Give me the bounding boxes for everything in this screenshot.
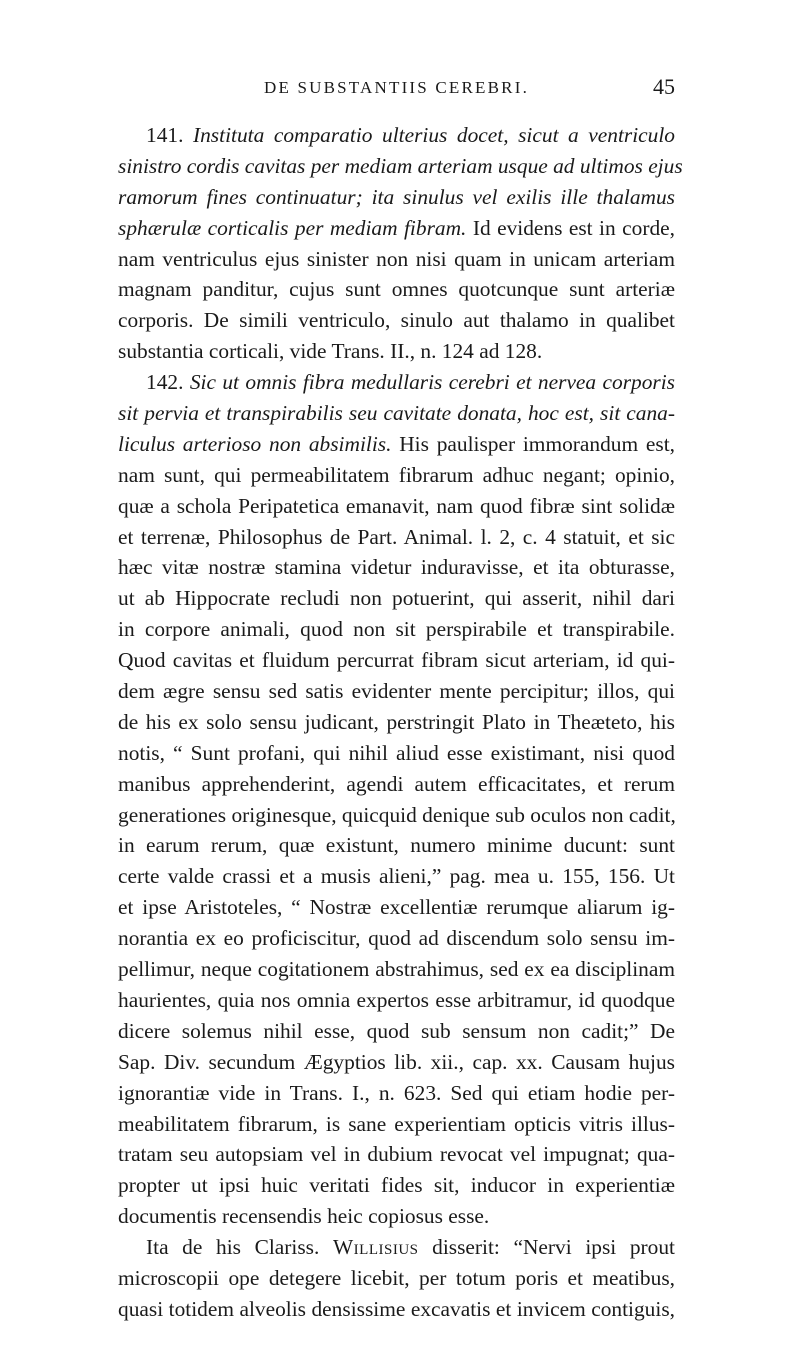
text-line <box>118 367 675 398</box>
text-line <box>118 676 675 707</box>
text-line <box>118 1263 675 1294</box>
text-segment: magnam panditur, cujus sunt omnes quotcunque sunt arteriæ <box>118 277 675 302</box>
text-line <box>118 1047 675 1078</box>
text-line <box>118 1294 675 1325</box>
text-segment: Ita de his Clariss. <box>146 1235 333 1260</box>
text-segment: quæ a schola Peripatetica emanavit, nam quod fibræ sint solidæ <box>118 493 675 518</box>
text-line <box>118 213 675 244</box>
text-line <box>118 769 675 800</box>
text-segment: 142. <box>146 370 190 395</box>
text-line <box>118 614 675 645</box>
body-text <box>118 120 683 1325</box>
text-segment: meabilitatem fibrarum, is sane experientiam opticis vitris illus- <box>118 1111 675 1136</box>
text-line <box>118 738 675 769</box>
text-segment: et ipse Aristoteles, “ Nostræ excellentiæ rerumque aliarum ig- <box>118 895 675 920</box>
italic-text: sinistro cordis cavitas per mediam arteriam usque ad ultimos ejus <box>118 153 683 178</box>
text-segment: dem ægre sensu sed satis evidenter mente percipitur; illos, qui <box>118 679 675 704</box>
text-line <box>118 892 675 923</box>
text-line <box>118 460 675 491</box>
text-segment: nam sunt, qui permeabilitatem fibrarum adhuc negant; opinio, <box>118 462 675 487</box>
text-line <box>118 707 675 738</box>
text-segment: pellimur, neque cogitationem abstrahimus, sed ex ea disciplinam <box>118 957 675 982</box>
text-segment: tratam seu autopsiam vel in dubium revocat vel impugnat; qua- <box>118 1142 675 1167</box>
text-line <box>118 1109 675 1140</box>
text-segment: 141. <box>146 123 193 147</box>
text-line <box>118 583 675 614</box>
small-caps-name: Willisius <box>332 1235 419 1260</box>
italic-text: sit pervia et transpirabilis seu cavitate donata, hoc est, sit cana- <box>118 401 675 426</box>
text-segment: de his ex solo sensu judicant, perstringit Plato in Theæteto, his <box>118 709 675 734</box>
text-segment: Quod cavitas et fluidum percurrat fibram sicut arteriam, id qui- <box>118 648 675 673</box>
text-segment: et terrenæ, Philosophus de Part. Animal. l. 2, c. 4 statuit, et sic <box>118 524 675 549</box>
text-line <box>118 985 675 1016</box>
text-line <box>118 305 675 336</box>
text-segment: microscopii ope detegere licebit, per totum poris et meatibus, <box>118 1265 675 1290</box>
text-line <box>118 151 683 182</box>
text-line <box>118 1078 675 1109</box>
text-line <box>118 830 675 861</box>
text-line <box>118 491 675 522</box>
text-segment: nam ventriculus ejus sinister non nisi quam in unicam arteriam <box>118 246 675 271</box>
text-segment: haurientes, quia nos omnia expertos esse arbitramur, id quodque <box>118 987 675 1012</box>
text-segment: certe valde crassi et a musis alieni,” pag. mea u. 155, 156. Ut <box>118 864 675 889</box>
text-line <box>118 274 675 305</box>
text-line <box>118 861 675 892</box>
text-segment: notis, “ Sunt profani, qui nihil aliud esse existimant, nisi quod <box>118 740 675 765</box>
text-segment: in earum rerum, quæ existunt, numero minime ducunt: sunt <box>118 833 675 858</box>
text-segment: corporis. De simili ventriculo, sinulo aut thalamo in qualibet <box>118 308 675 333</box>
text-line <box>118 336 675 367</box>
text-segment: Id evidens est in corde, <box>466 215 675 240</box>
text-line <box>118 552 675 583</box>
text-segment: ut ab Hippocrate recludi non potuerint, qui asserit, nihil dari <box>118 586 675 611</box>
italic-text: Instituta comparatio ulterius docet, sicut a ventriculo <box>192 123 676 147</box>
text-line <box>118 1170 675 1201</box>
text-segment: hæc vitæ nostræ stamina videtur induravisse, et ita obturasse, <box>118 555 675 580</box>
text-line <box>118 1201 675 1232</box>
page-number: 45 <box>653 74 675 99</box>
text-segment: ignorantiæ vide in Trans. I., n. 623. Sed qui etiam hodie per- <box>118 1080 675 1105</box>
text-segment: His paulisper immorandum est, <box>391 431 675 456</box>
text-segment: propter ut ipsi huic veritati fides sit, inducor in experientiæ <box>118 1173 675 1198</box>
text-segment: dicere solemus nihil esse, quod sub sensum non cadit;” De <box>118 1018 675 1043</box>
text-segment: Sap. Div. secundum Ægyptios lib. xii., cap. xx. Causam hujus <box>118 1049 675 1074</box>
text-line <box>118 1016 675 1047</box>
text-line <box>118 120 675 151</box>
text-segment: disserit: “Nervi ipsi prout <box>418 1235 675 1260</box>
page-header <box>118 74 675 104</box>
text-segment: quasi totidem alveolis densissime excavatis et invicem contiguis, <box>118 1296 675 1321</box>
italic-text: ramorum fines continuatur; ita sinulus vel exilis ille thalamus <box>118 184 675 209</box>
text-line <box>118 954 675 985</box>
text-segment: manibus apprehenderint, agendi autem efficacitates, et rerum <box>118 771 675 796</box>
text-line <box>118 182 675 213</box>
text-segment: in corpore animali, quod non sit perspirabile et transpirabile. <box>118 617 675 642</box>
text-line <box>118 429 675 460</box>
italic-text: sphærulæ corticalis per mediam fibram. <box>118 215 467 240</box>
text-line <box>118 244 675 275</box>
text-line <box>118 923 675 954</box>
italic-text: liculus arterioso non absimilis. <box>118 431 392 456</box>
running-head: DE SUBSTANTIIS CEREBRI. <box>263 78 530 97</box>
text-line <box>118 800 675 831</box>
text-line <box>118 522 675 553</box>
text-segment: documentis recensendis heic copiosus esse. <box>118 1204 490 1229</box>
text-line <box>118 1232 675 1263</box>
text-line <box>118 1139 675 1170</box>
text-line <box>118 645 675 676</box>
text-line <box>118 398 675 429</box>
text-segment: substantia corticali, vide Trans. II., n. 124 ad 128. <box>118 339 543 364</box>
text-segment: norantia ex eo proficiscitur, quod ad discendum solo sensu im- <box>118 926 675 951</box>
text-segment: generationes originesque, quicquid denique sub oculos non cadit, <box>118 802 676 827</box>
italic-text: Sic ut omnis fibra medullaris cerebri et nervea corporis <box>189 370 676 395</box>
